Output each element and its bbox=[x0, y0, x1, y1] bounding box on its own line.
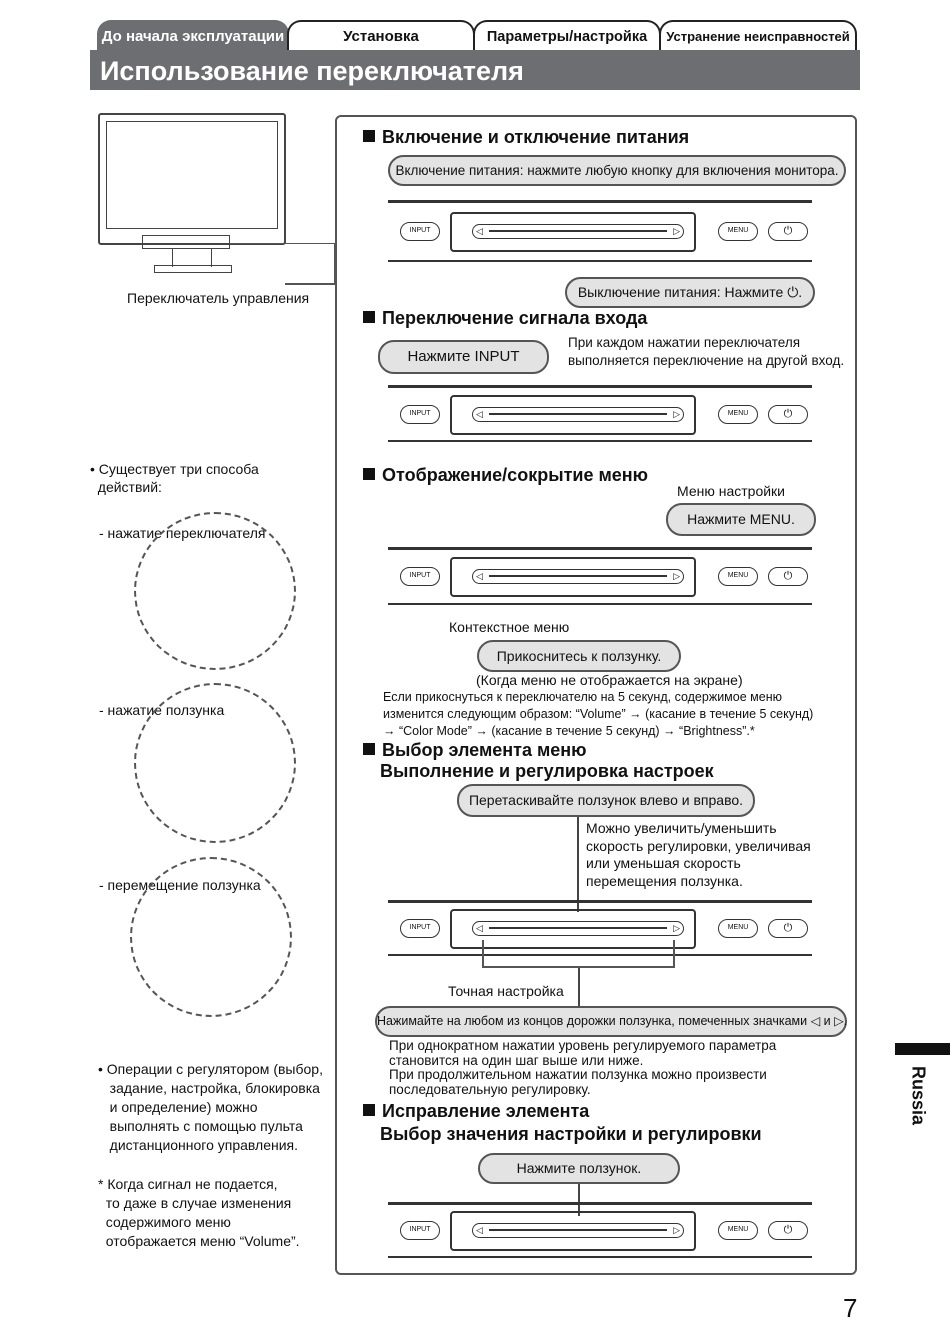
control-panel-menu bbox=[388, 547, 812, 605]
slider-frame bbox=[450, 557, 696, 597]
control-panel-confirm bbox=[388, 1202, 812, 1258]
slider-frame bbox=[450, 395, 696, 435]
menu-button[interactable]: MENU bbox=[718, 1221, 758, 1240]
move-slider-illustration bbox=[130, 857, 292, 1017]
tab-troubleshooting[interactable]: Устранение неисправностей bbox=[659, 20, 857, 52]
slider-frame bbox=[450, 1211, 696, 1251]
slider-track[interactable] bbox=[472, 407, 684, 422]
fine-adjust-label: Точная настройка bbox=[448, 983, 564, 999]
power-button[interactable]: ⏻ bbox=[768, 919, 808, 938]
menu-button[interactable]: MENU bbox=[718, 222, 758, 241]
heading-menu: Отображение/сокрытие меню bbox=[363, 465, 648, 486]
bullet-remote: • Операции с регулятором (выбор, задание, настройка, блокировка и определение) можно выполнять с помощью пульта дистанционного управления. bbox=[98, 1061, 323, 1153]
tab-settings[interactable]: Параметры/настройка bbox=[473, 20, 661, 52]
context-menu-label: Контекстное меню bbox=[449, 619, 570, 635]
left-arrow-icon[interactable]: ◁ bbox=[476, 409, 483, 419]
slider-track[interactable] bbox=[472, 224, 684, 239]
tab-before-use[interactable]: До начала эксплуатации bbox=[97, 20, 289, 52]
control-switch-caption: Переключатель управления bbox=[127, 290, 310, 306]
heading-input: Переключение сигнала входа bbox=[363, 308, 647, 329]
method-move-slider: - перемещение ползунка bbox=[99, 877, 261, 893]
left-arrow-icon[interactable]: ◁ bbox=[476, 923, 483, 933]
left-arrow-icon[interactable]: ◁ bbox=[476, 571, 483, 581]
language-tab: Russia bbox=[908, 1065, 929, 1126]
heading-correct-item: Исправление элемента bbox=[363, 1101, 589, 1122]
right-arrow-icon[interactable]: ▷ bbox=[673, 923, 680, 933]
press-ends-bubble: Нажимайте на любом из концов дорожки ползунка, помеченных значками ◁ и ▷. bbox=[375, 1006, 847, 1037]
menu-button[interactable]: MENU bbox=[718, 405, 758, 424]
method-press-switch: - нажатие переключателя bbox=[99, 525, 266, 541]
heading-select-item: Выбор элемента меню bbox=[363, 740, 587, 761]
input-description: При каждом нажатии переключателя выполняется переключение на другой вход. bbox=[568, 335, 845, 368]
fine-adjust-description: При однократном нажатии уровень регулируемого параметра становится на один шаг выше или ниже. При продолжительном нажатии ползунка можно произвести последовательную регулировку. bbox=[389, 1038, 777, 1097]
touch-slider-bubble: Прикоснитесь к ползунку. bbox=[477, 640, 681, 672]
slider-frame bbox=[450, 212, 696, 252]
page-number: 7 bbox=[843, 1293, 858, 1323]
footnote: * Когда сигнал не подается, то даже в случае изменения содержимого меню отображается меню “Volume”. bbox=[98, 1176, 300, 1249]
slider-track[interactable] bbox=[472, 1223, 684, 1238]
language-tab-bar bbox=[895, 1043, 950, 1055]
power-button[interactable]: ⏻ bbox=[768, 222, 808, 241]
input-button[interactable]: INPUT bbox=[400, 222, 440, 241]
menu-button[interactable]: MENU bbox=[718, 919, 758, 938]
control-panel-input bbox=[388, 385, 812, 442]
press-menu-bubble: Нажмите MENU. bbox=[666, 503, 816, 536]
speed-description: Можно увеличить/уменьшить скорость регулировки, увеличивая или уменьшая скорость перемещения ползунка. bbox=[586, 820, 811, 889]
press-slider-bubble: Нажмите ползунок. bbox=[478, 1153, 680, 1184]
method-touch-slider: - нажатие ползунка bbox=[99, 702, 225, 718]
heading-adjust: Выполнение и регулировка настроек bbox=[380, 761, 714, 781]
slider-track[interactable] bbox=[472, 569, 684, 584]
right-arrow-icon[interactable]: ▷ bbox=[673, 571, 680, 581]
page-title: Использование переключателя bbox=[90, 50, 860, 90]
drag-slider-bubble: Перетаскивайте ползунок влево и вправо. bbox=[457, 784, 755, 817]
control-panel-power bbox=[388, 200, 812, 262]
press-input-bubble: Нажмите INPUT bbox=[378, 340, 549, 374]
heading-power: Включение и отключение питания bbox=[363, 127, 689, 148]
right-arrow-icon[interactable]: ▷ bbox=[673, 1225, 680, 1235]
touch-slider-illustration bbox=[134, 683, 296, 843]
input-button[interactable]: INPUT bbox=[400, 567, 440, 586]
right-arrow-icon[interactable]: ▷ bbox=[673, 226, 680, 236]
input-button[interactable]: INPUT bbox=[400, 1221, 440, 1240]
press-switch-illustration bbox=[134, 512, 296, 670]
tab-installation[interactable]: Установка bbox=[287, 20, 475, 52]
input-button[interactable]: INPUT bbox=[400, 919, 440, 938]
left-arrow-icon[interactable]: ◁ bbox=[476, 226, 483, 236]
setup-menu-label: Меню настройки bbox=[677, 483, 785, 499]
power-button[interactable]: ⏻ bbox=[768, 405, 808, 424]
menu-button[interactable]: MENU bbox=[718, 567, 758, 586]
menu-hidden-note: (Когда меню не отображается на экране) bbox=[476, 672, 743, 688]
right-arrow-icon[interactable]: ▷ bbox=[673, 409, 680, 419]
bullet-three-ways: • Существует три способа действий: bbox=[90, 461, 259, 495]
slider-track[interactable] bbox=[472, 921, 684, 936]
power-on-bubble: Включение питания: нажмите любую кнопку для включения монитора. bbox=[388, 155, 846, 186]
left-arrow-icon[interactable]: ◁ bbox=[476, 1225, 483, 1235]
power-off-bubble: Выключение питания: Нажмите ⏻. bbox=[565, 277, 815, 308]
fine-arrows bbox=[482, 940, 675, 968]
power-button[interactable]: ⏻ bbox=[768, 1221, 808, 1240]
input-button[interactable]: INPUT bbox=[400, 405, 440, 424]
power-button[interactable]: ⏻ bbox=[768, 567, 808, 586]
callout-line bbox=[230, 243, 335, 283]
heading-select-value: Выбор значения настройки и регулировки bbox=[380, 1124, 762, 1144]
menu-cycle-description: Если прикоснуться к переключателю на 5 секунд, содержимое меню изменится следующим образом: “Volume” → (касание в течение 5 секунд) → “Color Mode” → (касание в течение 5 секунд) → “Brightness”.* bbox=[383, 690, 814, 738]
